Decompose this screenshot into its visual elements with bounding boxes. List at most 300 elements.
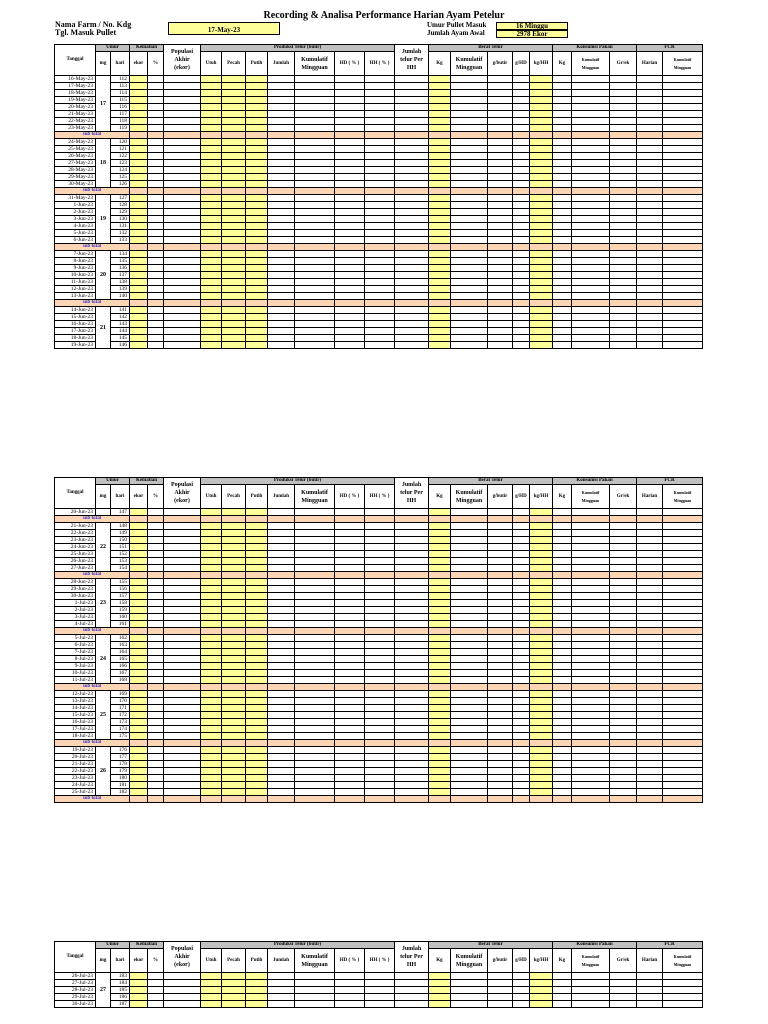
input-cell[interactable] xyxy=(530,747,553,754)
input-cell[interactable] xyxy=(246,558,268,565)
input-cell[interactable] xyxy=(663,593,703,600)
input-cell[interactable] xyxy=(663,167,703,174)
input-cell[interactable] xyxy=(513,530,530,537)
input-cell[interactable] xyxy=(335,994,365,1001)
input-cell[interactable] xyxy=(365,677,395,684)
input-cell[interactable] xyxy=(553,307,572,314)
input-cell[interactable] xyxy=(268,733,295,740)
input-cell[interactable] xyxy=(130,118,148,125)
input-cell[interactable] xyxy=(222,551,246,558)
input-cell[interactable] xyxy=(148,712,164,719)
input-cell[interactable] xyxy=(451,167,488,174)
input-cell[interactable] xyxy=(451,726,488,733)
input-cell[interactable] xyxy=(429,656,451,663)
input-cell[interactable] xyxy=(201,761,222,768)
input-cell[interactable] xyxy=(164,174,201,181)
input-cell[interactable] xyxy=(572,712,610,719)
input-cell[interactable] xyxy=(395,523,429,530)
input-cell[interactable] xyxy=(222,558,246,565)
input-cell[interactable] xyxy=(201,181,222,188)
input-cell[interactable] xyxy=(395,251,429,258)
input-cell[interactable] xyxy=(429,698,451,705)
input-cell[interactable] xyxy=(663,223,703,230)
input-cell[interactable] xyxy=(222,656,246,663)
input-cell[interactable] xyxy=(663,649,703,656)
input-cell[interactable] xyxy=(201,307,222,314)
input-cell[interactable] xyxy=(530,719,553,726)
input-cell[interactable] xyxy=(365,153,395,160)
input-cell[interactable] xyxy=(610,586,637,593)
input-cell[interactable] xyxy=(488,994,513,1001)
input-cell[interactable] xyxy=(488,342,513,349)
input-cell[interactable] xyxy=(429,1001,451,1008)
input-cell[interactable] xyxy=(553,614,572,621)
input-cell[interactable] xyxy=(429,174,451,181)
input-cell[interactable] xyxy=(148,146,164,153)
input-cell[interactable] xyxy=(335,160,365,167)
input-cell[interactable] xyxy=(572,768,610,775)
input-cell[interactable] xyxy=(610,726,637,733)
input-cell[interactable] xyxy=(429,712,451,719)
input-cell[interactable] xyxy=(295,321,335,328)
input-cell[interactable] xyxy=(610,195,637,202)
input-cell[interactable] xyxy=(530,258,553,265)
input-cell[interactable] xyxy=(201,314,222,321)
input-cell[interactable] xyxy=(268,1001,295,1008)
input-cell[interactable] xyxy=(268,586,295,593)
input-cell[interactable] xyxy=(148,649,164,656)
input-cell[interactable] xyxy=(148,230,164,237)
input-cell[interactable] xyxy=(637,656,663,663)
input-cell[interactable] xyxy=(148,272,164,279)
input-cell[interactable] xyxy=(130,76,148,83)
input-cell[interactable] xyxy=(148,286,164,293)
input-cell[interactable] xyxy=(553,104,572,111)
input-cell[interactable] xyxy=(451,579,488,586)
input-cell[interactable] xyxy=(572,265,610,272)
input-cell[interactable] xyxy=(429,775,451,782)
input-cell[interactable] xyxy=(201,537,222,544)
input-cell[interactable] xyxy=(572,663,610,670)
input-cell[interactable] xyxy=(553,530,572,537)
input-cell[interactable] xyxy=(429,118,451,125)
input-cell[interactable] xyxy=(395,579,429,586)
input-cell[interactable] xyxy=(637,761,663,768)
input-cell[interactable] xyxy=(610,656,637,663)
input-cell[interactable] xyxy=(201,607,222,614)
input-cell[interactable] xyxy=(610,293,637,300)
input-cell[interactable] xyxy=(530,230,553,237)
input-cell[interactable] xyxy=(530,181,553,188)
input-cell[interactable] xyxy=(268,747,295,754)
input-cell[interactable] xyxy=(637,782,663,789)
input-cell[interactable] xyxy=(130,279,148,286)
input-cell[interactable] xyxy=(488,195,513,202)
input-cell[interactable] xyxy=(268,523,295,530)
input-cell[interactable] xyxy=(130,663,148,670)
input-cell[interactable] xyxy=(488,775,513,782)
input-cell[interactable] xyxy=(222,593,246,600)
input-cell[interactable] xyxy=(530,523,553,530)
input-cell[interactable] xyxy=(395,342,429,349)
input-cell[interactable] xyxy=(553,328,572,335)
input-cell[interactable] xyxy=(164,216,201,223)
input-cell[interactable] xyxy=(637,537,663,544)
input-cell[interactable] xyxy=(395,321,429,328)
input-cell[interactable] xyxy=(637,607,663,614)
input-cell[interactable] xyxy=(663,76,703,83)
input-cell[interactable] xyxy=(451,663,488,670)
input-cell[interactable] xyxy=(335,76,365,83)
input-cell[interactable] xyxy=(488,272,513,279)
input-cell[interactable] xyxy=(164,328,201,335)
input-cell[interactable] xyxy=(637,586,663,593)
input-cell[interactable] xyxy=(637,712,663,719)
input-cell[interactable] xyxy=(572,593,610,600)
input-cell[interactable] xyxy=(268,980,295,987)
input-cell[interactable] xyxy=(610,174,637,181)
input-cell[interactable] xyxy=(268,307,295,314)
input-cell[interactable] xyxy=(513,614,530,621)
input-cell[interactable] xyxy=(530,691,553,698)
input-cell[interactable] xyxy=(201,987,222,994)
input-cell[interactable] xyxy=(335,125,365,132)
input-cell[interactable] xyxy=(164,90,201,97)
input-cell[interactable] xyxy=(610,635,637,642)
input-cell[interactable] xyxy=(295,237,335,244)
input-cell[interactable] xyxy=(335,314,365,321)
input-cell[interactable] xyxy=(395,973,429,980)
input-cell[interactable] xyxy=(164,104,201,111)
input-cell[interactable] xyxy=(246,551,268,558)
input-cell[interactable] xyxy=(513,1001,530,1008)
input-cell[interactable] xyxy=(268,994,295,1001)
input-cell[interactable] xyxy=(365,980,395,987)
input-cell[interactable] xyxy=(513,307,530,314)
input-cell[interactable] xyxy=(268,768,295,775)
input-cell[interactable] xyxy=(429,600,451,607)
input-cell[interactable] xyxy=(395,614,429,621)
input-cell[interactable] xyxy=(572,293,610,300)
input-cell[interactable] xyxy=(222,265,246,272)
input-cell[interactable] xyxy=(429,593,451,600)
input-cell[interactable] xyxy=(365,335,395,342)
input-cell[interactable] xyxy=(395,537,429,544)
input-cell[interactable] xyxy=(429,544,451,551)
input-cell[interactable] xyxy=(395,712,429,719)
input-cell[interactable] xyxy=(295,118,335,125)
input-cell[interactable] xyxy=(663,321,703,328)
jumlah-value-field[interactable]: 2978 Ekor xyxy=(496,30,568,38)
input-cell[interactable] xyxy=(610,544,637,551)
input-cell[interactable] xyxy=(201,335,222,342)
input-cell[interactable] xyxy=(429,286,451,293)
input-cell[interactable] xyxy=(572,223,610,230)
input-cell[interactable] xyxy=(164,146,201,153)
input-cell[interactable] xyxy=(130,160,148,167)
input-cell[interactable] xyxy=(395,733,429,740)
input-cell[interactable] xyxy=(148,181,164,188)
input-cell[interactable] xyxy=(295,670,335,677)
input-cell[interactable] xyxy=(365,286,395,293)
input-cell[interactable] xyxy=(488,530,513,537)
input-cell[interactable] xyxy=(553,677,572,684)
input-cell[interactable] xyxy=(637,160,663,167)
input-cell[interactable] xyxy=(295,195,335,202)
input-cell[interactable] xyxy=(295,656,335,663)
input-cell[interactable] xyxy=(637,223,663,230)
input-cell[interactable] xyxy=(201,223,222,230)
input-cell[interactable] xyxy=(572,782,610,789)
input-cell[interactable] xyxy=(148,691,164,698)
input-cell[interactable] xyxy=(513,754,530,761)
input-cell[interactable] xyxy=(530,987,553,994)
input-cell[interactable] xyxy=(268,579,295,586)
input-cell[interactable] xyxy=(572,237,610,244)
input-cell[interactable] xyxy=(201,83,222,90)
input-cell[interactable] xyxy=(572,726,610,733)
input-cell[interactable] xyxy=(610,775,637,782)
input-cell[interactable] xyxy=(164,125,201,132)
input-cell[interactable] xyxy=(488,635,513,642)
input-cell[interactable] xyxy=(488,335,513,342)
input-cell[interactable] xyxy=(530,593,553,600)
input-cell[interactable] xyxy=(572,698,610,705)
input-cell[interactable] xyxy=(530,167,553,174)
input-cell[interactable] xyxy=(663,980,703,987)
input-cell[interactable] xyxy=(268,272,295,279)
input-cell[interactable] xyxy=(148,579,164,586)
input-cell[interactable] xyxy=(130,111,148,118)
input-cell[interactable] xyxy=(513,789,530,796)
input-cell[interactable] xyxy=(148,719,164,726)
input-cell[interactable] xyxy=(295,223,335,230)
input-cell[interactable] xyxy=(553,761,572,768)
input-cell[interactable] xyxy=(148,83,164,90)
input-cell[interactable] xyxy=(488,321,513,328)
input-cell[interactable] xyxy=(164,691,201,698)
input-cell[interactable] xyxy=(637,237,663,244)
input-cell[interactable] xyxy=(130,509,148,516)
input-cell[interactable] xyxy=(246,146,268,153)
input-cell[interactable] xyxy=(553,586,572,593)
input-cell[interactable] xyxy=(488,523,513,530)
input-cell[interactable] xyxy=(530,251,553,258)
input-cell[interactable] xyxy=(201,691,222,698)
input-cell[interactable] xyxy=(513,160,530,167)
input-cell[interactable] xyxy=(335,593,365,600)
input-cell[interactable] xyxy=(429,649,451,656)
input-cell[interactable] xyxy=(164,593,201,600)
input-cell[interactable] xyxy=(451,335,488,342)
input-cell[interactable] xyxy=(246,663,268,670)
input-cell[interactable] xyxy=(148,994,164,1001)
input-cell[interactable] xyxy=(513,251,530,258)
input-cell[interactable] xyxy=(148,782,164,789)
input-cell[interactable] xyxy=(365,754,395,761)
input-cell[interactable] xyxy=(201,230,222,237)
input-cell[interactable] xyxy=(610,328,637,335)
input-cell[interactable] xyxy=(295,97,335,104)
input-cell[interactable] xyxy=(395,223,429,230)
input-cell[interactable] xyxy=(429,97,451,104)
input-cell[interactable] xyxy=(395,195,429,202)
input-cell[interactable] xyxy=(513,726,530,733)
input-cell[interactable] xyxy=(268,328,295,335)
input-cell[interactable] xyxy=(222,202,246,209)
input-cell[interactable] xyxy=(637,642,663,649)
input-cell[interactable] xyxy=(395,593,429,600)
input-cell[interactable] xyxy=(530,586,553,593)
input-cell[interactable] xyxy=(530,90,553,97)
input-cell[interactable] xyxy=(572,980,610,987)
input-cell[interactable] xyxy=(268,635,295,642)
input-cell[interactable] xyxy=(663,600,703,607)
input-cell[interactable] xyxy=(365,551,395,558)
input-cell[interactable] xyxy=(530,670,553,677)
input-cell[interactable] xyxy=(663,83,703,90)
input-cell[interactable] xyxy=(530,314,553,321)
input-cell[interactable] xyxy=(148,670,164,677)
input-cell[interactable] xyxy=(335,181,365,188)
input-cell[interactable] xyxy=(610,146,637,153)
input-cell[interactable] xyxy=(513,104,530,111)
input-cell[interactable] xyxy=(637,153,663,160)
input-cell[interactable] xyxy=(553,251,572,258)
input-cell[interactable] xyxy=(222,987,246,994)
input-cell[interactable] xyxy=(148,258,164,265)
input-cell[interactable] xyxy=(429,125,451,132)
input-cell[interactable] xyxy=(222,705,246,712)
input-cell[interactable] xyxy=(530,265,553,272)
input-cell[interactable] xyxy=(164,272,201,279)
input-cell[interactable] xyxy=(530,698,553,705)
input-cell[interactable] xyxy=(553,698,572,705)
input-cell[interactable] xyxy=(610,747,637,754)
input-cell[interactable] xyxy=(488,579,513,586)
input-cell[interactable] xyxy=(246,994,268,1001)
input-cell[interactable] xyxy=(222,307,246,314)
input-cell[interactable] xyxy=(488,663,513,670)
input-cell[interactable] xyxy=(637,230,663,237)
input-cell[interactable] xyxy=(488,314,513,321)
input-cell[interactable] xyxy=(246,125,268,132)
input-cell[interactable] xyxy=(295,593,335,600)
input-cell[interactable] xyxy=(663,118,703,125)
input-cell[interactable] xyxy=(164,321,201,328)
input-cell[interactable] xyxy=(395,544,429,551)
input-cell[interactable] xyxy=(246,768,268,775)
input-cell[interactable] xyxy=(530,782,553,789)
input-cell[interactable] xyxy=(513,558,530,565)
input-cell[interactable] xyxy=(335,754,365,761)
input-cell[interactable] xyxy=(429,782,451,789)
input-cell[interactable] xyxy=(130,600,148,607)
input-cell[interactable] xyxy=(164,698,201,705)
input-cell[interactable] xyxy=(513,97,530,104)
input-cell[interactable] xyxy=(130,328,148,335)
input-cell[interactable] xyxy=(513,698,530,705)
input-cell[interactable] xyxy=(451,782,488,789)
input-cell[interactable] xyxy=(429,160,451,167)
input-cell[interactable] xyxy=(451,635,488,642)
input-cell[interactable] xyxy=(451,293,488,300)
input-cell[interactable] xyxy=(148,530,164,537)
input-cell[interactable] xyxy=(553,237,572,244)
input-cell[interactable] xyxy=(222,160,246,167)
input-cell[interactable] xyxy=(365,272,395,279)
input-cell[interactable] xyxy=(610,600,637,607)
input-cell[interactable] xyxy=(246,153,268,160)
input-cell[interactable] xyxy=(148,328,164,335)
input-cell[interactable] xyxy=(572,621,610,628)
input-cell[interactable] xyxy=(246,335,268,342)
input-cell[interactable] xyxy=(637,1001,663,1008)
input-cell[interactable] xyxy=(663,530,703,537)
input-cell[interactable] xyxy=(201,775,222,782)
input-cell[interactable] xyxy=(451,586,488,593)
input-cell[interactable] xyxy=(663,670,703,677)
input-cell[interactable] xyxy=(572,181,610,188)
input-cell[interactable] xyxy=(610,789,637,796)
input-cell[interactable] xyxy=(395,202,429,209)
input-cell[interactable] xyxy=(164,293,201,300)
input-cell[interactable] xyxy=(148,104,164,111)
input-cell[interactable] xyxy=(663,621,703,628)
input-cell[interactable] xyxy=(201,733,222,740)
input-cell[interactable] xyxy=(451,733,488,740)
input-cell[interactable] xyxy=(295,754,335,761)
input-cell[interactable] xyxy=(335,973,365,980)
input-cell[interactable] xyxy=(451,279,488,286)
input-cell[interactable] xyxy=(488,670,513,677)
input-cell[interactable] xyxy=(268,726,295,733)
input-cell[interactable] xyxy=(429,104,451,111)
input-cell[interactable] xyxy=(335,677,365,684)
input-cell[interactable] xyxy=(201,600,222,607)
input-cell[interactable] xyxy=(246,174,268,181)
input-cell[interactable] xyxy=(488,586,513,593)
input-cell[interactable] xyxy=(429,279,451,286)
input-cell[interactable] xyxy=(164,509,201,516)
input-cell[interactable] xyxy=(488,565,513,572)
input-cell[interactable] xyxy=(572,286,610,293)
input-cell[interactable] xyxy=(268,691,295,698)
input-cell[interactable] xyxy=(530,565,553,572)
input-cell[interactable] xyxy=(222,719,246,726)
input-cell[interactable] xyxy=(365,973,395,980)
input-cell[interactable] xyxy=(365,621,395,628)
input-cell[interactable] xyxy=(553,321,572,328)
input-cell[interactable] xyxy=(222,209,246,216)
input-cell[interactable] xyxy=(164,237,201,244)
input-cell[interactable] xyxy=(268,195,295,202)
input-cell[interactable] xyxy=(429,579,451,586)
input-cell[interactable] xyxy=(365,775,395,782)
input-cell[interactable] xyxy=(148,973,164,980)
input-cell[interactable] xyxy=(530,642,553,649)
input-cell[interactable] xyxy=(488,307,513,314)
input-cell[interactable] xyxy=(513,775,530,782)
input-cell[interactable] xyxy=(553,733,572,740)
input-cell[interactable] xyxy=(246,237,268,244)
input-cell[interactable] xyxy=(201,994,222,1001)
input-cell[interactable] xyxy=(335,768,365,775)
input-cell[interactable] xyxy=(164,111,201,118)
input-cell[interactable] xyxy=(610,994,637,1001)
input-cell[interactable] xyxy=(365,251,395,258)
input-cell[interactable] xyxy=(429,342,451,349)
